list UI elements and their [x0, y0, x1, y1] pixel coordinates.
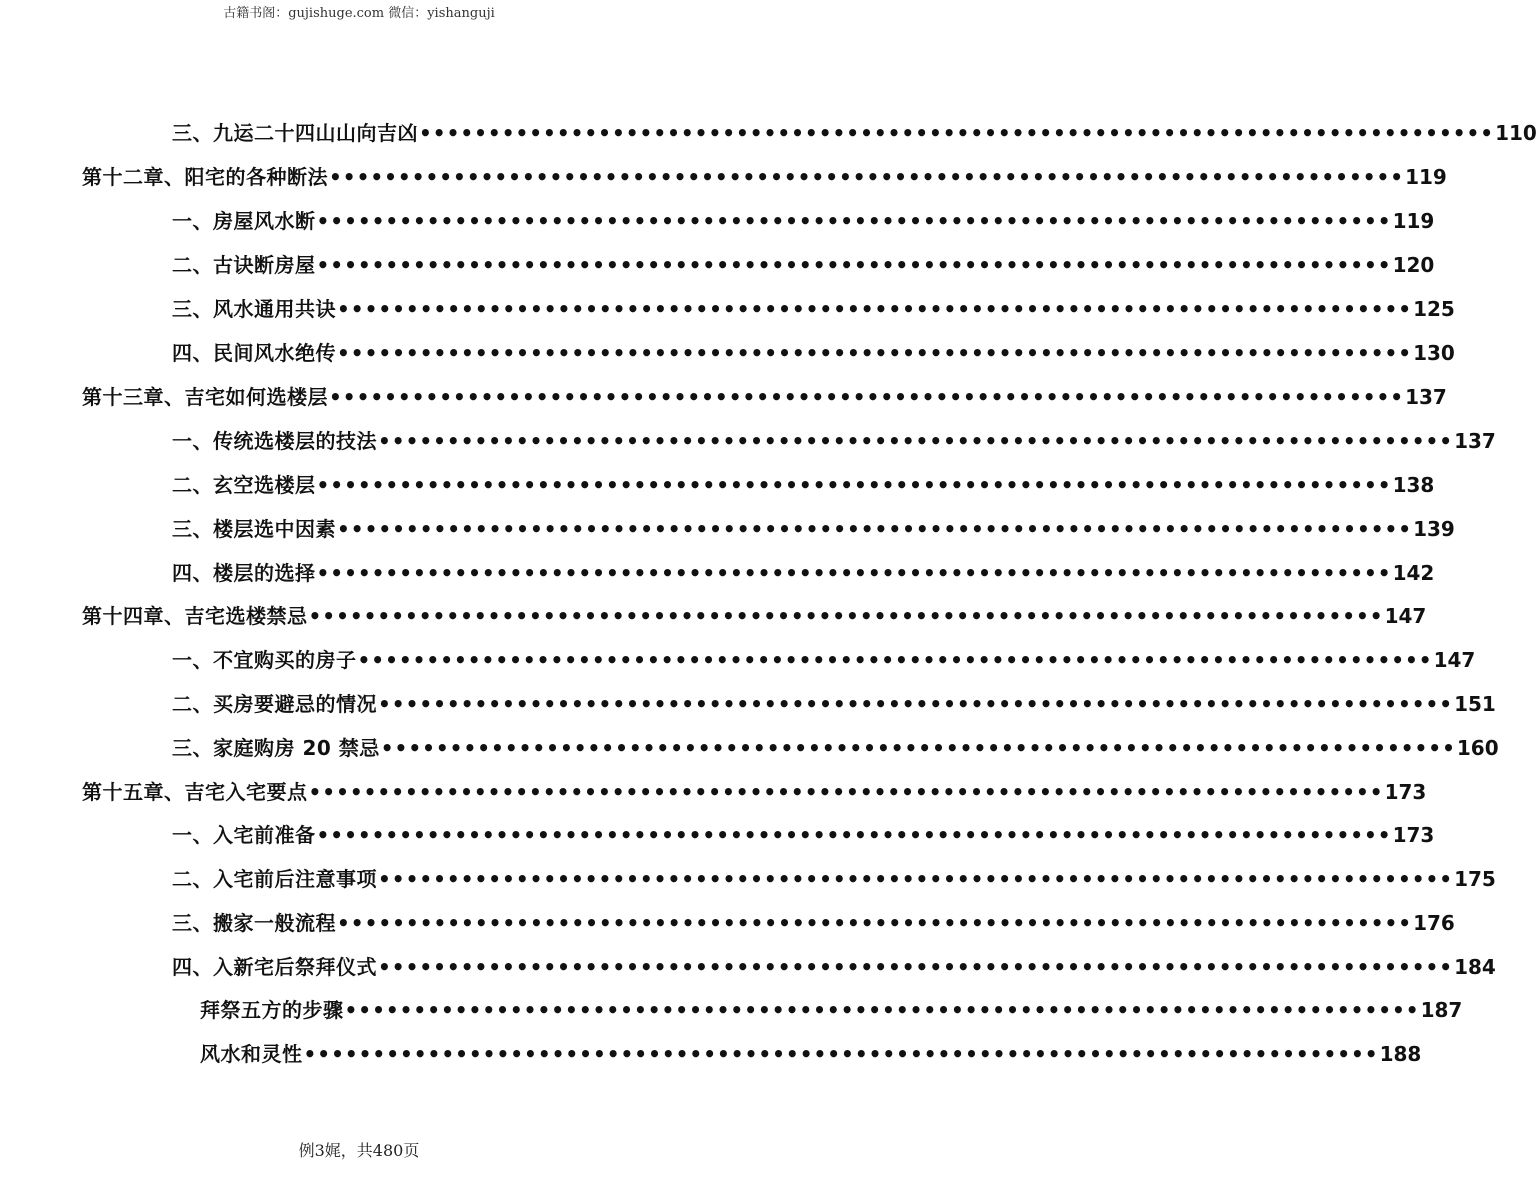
toc-title: 拜祭五方的步骤 — [200, 998, 344, 1022]
toc-title: 一、房屋风水断 — [172, 209, 316, 233]
toc-page-number: 147 — [1384, 604, 1427, 628]
toc-page-number: 173 — [1392, 823, 1435, 847]
toc-page-number: 173 — [1384, 780, 1427, 804]
toc-leader: •••••••••••••••••••••••••••••••••••••••••••••••••••••••••••••••••••••••••••••• — [344, 998, 1420, 1022]
toc-row[interactable] — [172, 953, 1496, 981]
toc-title: 风水和灵性 — [200, 1042, 303, 1066]
toc-leader: •••••••••••••••••••••••••••••••••••••••••••••••••••••••••••••••••••••••••••••• — [337, 297, 1413, 321]
toc-title: 第十四章、吉宅选楼禁忌 — [82, 604, 308, 628]
toc-title: 一、入宅前准备 — [172, 823, 316, 847]
toc-row[interactable] — [172, 734, 1499, 762]
toc-title: 三、九运二十四山山向吉凶 — [172, 121, 418, 145]
watermark-header: 古籍书阁：gujishuge.com 微信：yishanguji — [223, 6, 495, 21]
toc-leader: •••••••••••••••••••••••••••••••••••••••••••••••••••••••••••••••••••••••••••••• — [337, 911, 1413, 935]
toc-leader: •••••••••••••••••••••••••••••••••••••••••••••••••••••••••••••••••••••••••••••• — [316, 561, 1392, 585]
toc-title: 第十三章、吉宅如何选楼层 — [82, 385, 328, 409]
toc-row[interactable] — [172, 295, 1455, 323]
toc-title: 三、家庭购房 20 禁忌 — [172, 736, 380, 760]
toc-page-number: 184 — [1454, 955, 1496, 979]
toc-page-number: 188 — [1379, 1042, 1422, 1066]
toc-row[interactable] — [172, 646, 1476, 674]
toc-row[interactable] — [172, 559, 1435, 587]
toc-page-number: 110 — [1495, 121, 1537, 145]
toc-row[interactable] — [172, 207, 1435, 235]
toc-row[interactable] — [172, 690, 1496, 718]
toc-page-number: 160 — [1456, 736, 1499, 760]
toc-page-number: 175 — [1454, 867, 1496, 891]
toc-leader: •••••••••••••••••••••••••••••••••••••••••••••••••••••••••••••••••••••••••••••• — [378, 429, 1454, 453]
toc-page-number: 130 — [1413, 341, 1455, 365]
toc-row[interactable] — [172, 471, 1435, 499]
page-footer: 例3娓，共480页 — [298, 1141, 420, 1160]
toc-page-number: 151 — [1454, 692, 1496, 716]
toc-title: 四、入新宅后祭拜仪式 — [172, 955, 377, 979]
toc-row[interactable] — [172, 427, 1496, 455]
toc-title: 二、买房要避忌的情况 — [172, 692, 377, 716]
toc-page-number: 119 — [1405, 165, 1447, 189]
toc-leader: •••••••••••••••••••••••••••••••••••••••••••••••••••••••••••••••••••••••••••••• — [316, 823, 1392, 847]
toc-page-number: 176 — [1413, 911, 1455, 935]
toc-row[interactable] — [172, 119, 1537, 147]
toc-leader: •••••••••••••••••••••••••••••••••••••••••••••••••••••••••••••••••••••••••••••• — [308, 604, 1384, 628]
toc-leader: •••••••••••••••••••••••••••••••••••••••••••••••••••••••••••••••••••••••••••••• — [308, 780, 1384, 804]
toc-leader: •••••••••••••••••••••••••••••••••••••••••••••••••••••••••••••••••••••••••••••• — [378, 692, 1454, 716]
toc-row[interactable] — [82, 602, 1427, 630]
toc-row[interactable] — [172, 909, 1455, 937]
toc-leader: •••••••••••••••••••••••••••••••••••••••••••••••••••••••••••••••••••••••••••••• — [378, 955, 1454, 979]
toc-title: 三、搬家一般流程 — [172, 911, 336, 935]
toc-leader: •••••••••••••••••••••••••••••••••••••••••••••••••••••••••••••••••••••••••••••• — [329, 385, 1405, 409]
toc-title: 三、风水通用共诀 — [172, 297, 336, 321]
toc-page-number: 147 — [1433, 648, 1476, 672]
toc-row[interactable] — [200, 1040, 1422, 1068]
toc-row[interactable] — [200, 996, 1463, 1024]
toc-title: 第十五章、吉宅入宅要点 — [82, 780, 308, 804]
toc-title: 一、不宜购买的房子 — [172, 648, 357, 672]
toc-leader: •••••••••••••••••••••••••••••••••••••••••••••••••••••••••••••••••••••••••••••• — [316, 473, 1392, 497]
toc-title: 一、传统选楼层的技法 — [172, 429, 377, 453]
toc-title: 四、民间风水绝传 — [172, 341, 336, 365]
toc-row[interactable] — [172, 515, 1455, 543]
toc-row[interactable] — [172, 821, 1435, 849]
toc-title: 三、楼层选中因素 — [172, 517, 336, 541]
toc-row[interactable] — [82, 778, 1427, 806]
toc-leader: •••••••••••••••••••••••••••••••••••••••••••••••••••••••••••••••••••••••••••••• — [303, 1042, 1379, 1066]
toc-leader: •••••••••••••••••••••••••••••••••••••••••••••••••••••••••••••••••••••••••••••• — [329, 165, 1405, 189]
toc-leader: •••••••••••••••••••••••••••••••••••••••••••••••••••••••••••••••••••••••••••••• — [378, 867, 1454, 891]
toc-leader: •••••••••••••••••••••••••••••••••••••••••••••••••••••••••••••••••••••••••••••• — [380, 736, 1456, 760]
toc-title: 四、楼层的选择 — [172, 561, 316, 585]
toc-row[interactable] — [82, 163, 1447, 191]
toc-row[interactable] — [172, 865, 1496, 893]
toc-page-number: 139 — [1413, 517, 1455, 541]
toc-page-number: 137 — [1454, 429, 1496, 453]
toc-leader: •••••••••••••••••••••••••••••••••••••••••••••••••••••••••••••••••••••••••••••• — [316, 253, 1392, 277]
toc-page-number: 187 — [1420, 998, 1463, 1022]
toc-page-number: 138 — [1392, 473, 1435, 497]
toc-page-number: 119 — [1392, 209, 1435, 233]
toc-title: 第十二章、阳宅的各种断法 — [82, 165, 328, 189]
toc-title: 二、入宅前后注意事项 — [172, 867, 377, 891]
toc-leader: •••••••••••••••••••••••••••••••••••••••••••••••••••••••••••••••••••••••••••••• — [337, 517, 1413, 541]
toc-page-number: 137 — [1405, 385, 1447, 409]
toc-row[interactable] — [172, 339, 1455, 367]
toc-page-number: 142 — [1392, 561, 1435, 585]
toc-leader: •••••••••••••••••••••••••••••••••••••••••••••••••••••••••••••••••••••••••••••• — [419, 121, 1495, 145]
toc-leader: •••••••••••••••••••••••••••••••••••••••••••••••••••••••••••••••••••••••••••••• — [337, 341, 1413, 365]
toc-title: 二、玄空选楼层 — [172, 473, 316, 497]
toc-page-number: 125 — [1413, 297, 1455, 321]
toc-leader: •••••••••••••••••••••••••••••••••••••••••••••••••••••••••••••••••••••••••••••• — [316, 209, 1392, 233]
toc-row[interactable] — [82, 383, 1447, 411]
toc-page-number: 120 — [1392, 253, 1435, 277]
toc-title: 二、古诀断房屋 — [172, 253, 316, 277]
toc-leader: •••••••••••••••••••••••••••••••••••••••••••••••••••••••••••••••••••••••••••••• — [357, 648, 1433, 672]
toc-row[interactable] — [172, 251, 1435, 279]
